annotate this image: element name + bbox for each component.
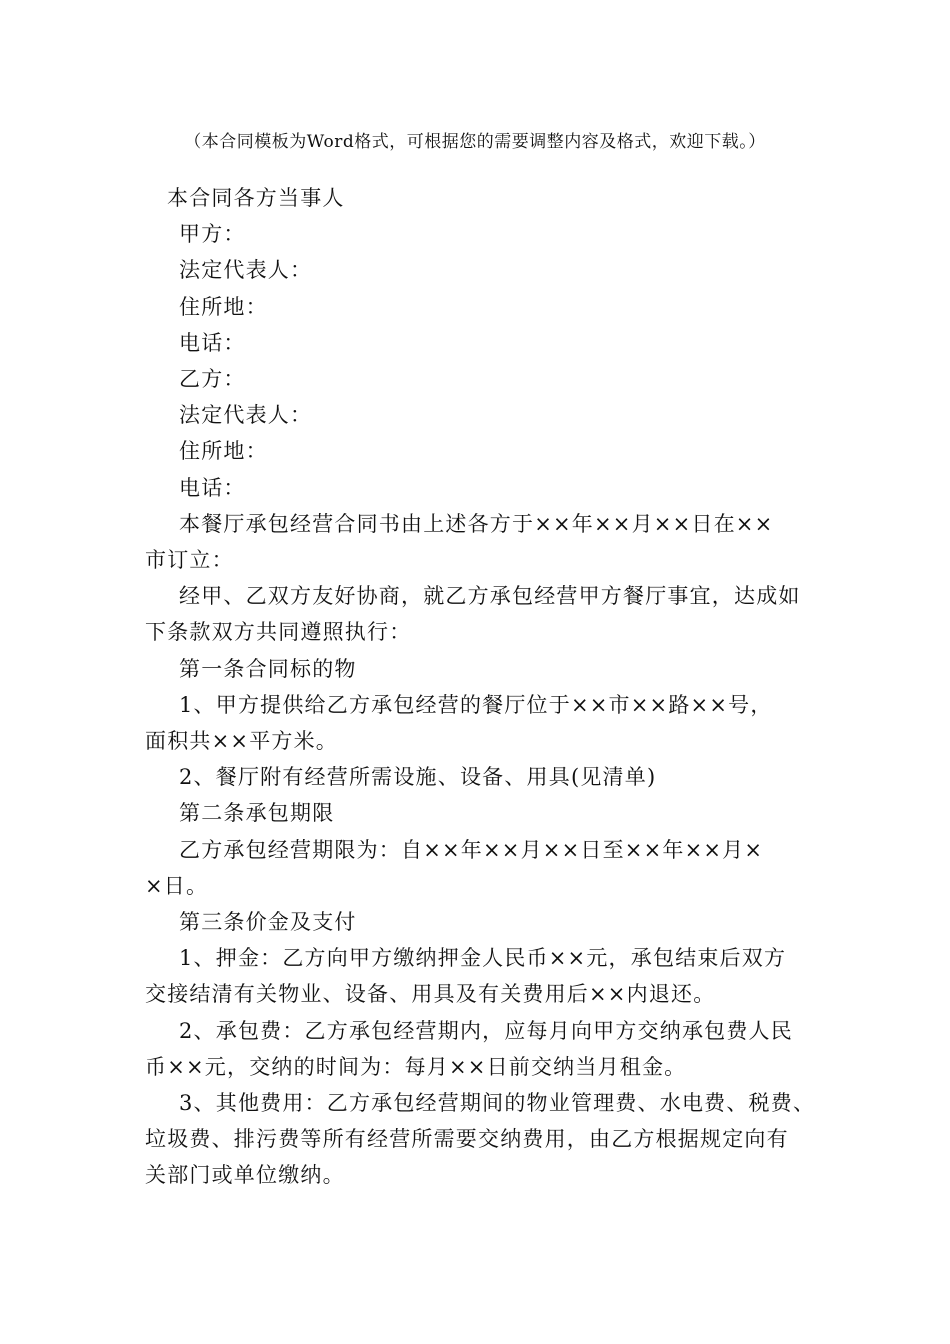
party-field	[145, 470, 805, 506]
paragraph-line: 电话：	[179, 330, 246, 355]
contract-paragraph	[145, 578, 805, 650]
paragraph-line: 币××元，交纳的时间为：每月××日前交纳当月租金。	[145, 1054, 687, 1079]
paragraph-line: 1、甲方提供给乙方承包经营的餐厅位于××市××路××号，	[179, 692, 773, 717]
paragraph-line: 法定代表人：	[179, 258, 313, 283]
contract-paragraph	[145, 904, 805, 940]
party-field	[145, 433, 805, 469]
contract-heading	[145, 180, 805, 216]
contract-paragraph	[145, 759, 805, 795]
party-field	[145, 325, 805, 361]
contract-paragraph	[145, 795, 805, 831]
paragraph-line: 电话：	[179, 475, 246, 500]
contract-paragraph	[145, 940, 805, 1012]
paragraph-line: 乙方承包经营期限为：自××年××月××日至××年××月×	[179, 837, 764, 862]
paragraph-line: 住所地：	[179, 439, 268, 464]
paragraph-line: 3、其他费用：乙方承包经营期间的物业管理费、水电费、税费、	[179, 1091, 816, 1116]
contract-paragraph	[145, 832, 805, 904]
paragraph-line: 本合同各方当事人	[167, 186, 345, 210]
contract-paragraph	[145, 651, 805, 687]
paragraph-line: 本餐厅承包经营合同书由上述各方于××年××月××日在××	[179, 511, 774, 536]
contract-paragraph	[145, 1013, 805, 1085]
paragraph-line: 垃圾费、排污费等所有经营所需要交纳费用，由乙方根据规定向有	[145, 1127, 789, 1152]
paragraph-line: 甲方：	[179, 222, 246, 247]
paragraph-line: 关部门或单位缴纳。	[145, 1163, 345, 1188]
contract-body	[145, 180, 816, 1194]
paragraph-line: 2、承包费：乙方承包经营期内，应每月向甲方交纳承包费人民	[179, 1018, 793, 1043]
paragraph-line: 第一条合同标的物	[179, 656, 357, 681]
party-field	[145, 361, 805, 397]
paragraph-line: 2、餐厅附有经营所需设施、设备、用具(见清单)	[179, 765, 657, 790]
template-note: （本合同模板为Word格式，可根据您的需要调整内容及格式，欢迎下载。）	[184, 132, 766, 152]
paragraph-line: 乙方：	[179, 367, 246, 392]
paragraph-line: 下条款双方共同遵照执行：	[145, 620, 412, 645]
paragraph-line: 交接结清有关物业、设备、用具及有关费用后××内退还。	[145, 982, 716, 1007]
contract-paragraph	[145, 1085, 816, 1194]
paragraph-line: 经甲、乙双方友好协商，就乙方承包经营甲方餐厅事宜，达成如	[179, 584, 801, 609]
paragraph-line: 第三条价金及支付	[179, 910, 357, 935]
paragraph-line: 住所地：	[179, 294, 268, 319]
paragraph-line: 市订立：	[145, 548, 234, 573]
paragraph-line: 1、押金：乙方向甲方缴纳押金人民币××元，承包结束后双方	[179, 946, 787, 971]
party-field	[145, 397, 805, 433]
contract-paragraph	[145, 687, 805, 759]
contract-paragraph	[145, 506, 805, 578]
paragraph-line: 面积共××平方米。	[145, 729, 338, 754]
party-field	[145, 216, 805, 252]
paragraph-line: 法定代表人：	[179, 403, 313, 428]
party-field	[145, 289, 805, 325]
paragraph-line: 第二条承包期限	[179, 801, 335, 826]
paragraph-line: ×日。	[145, 873, 209, 898]
party-field	[145, 252, 805, 288]
